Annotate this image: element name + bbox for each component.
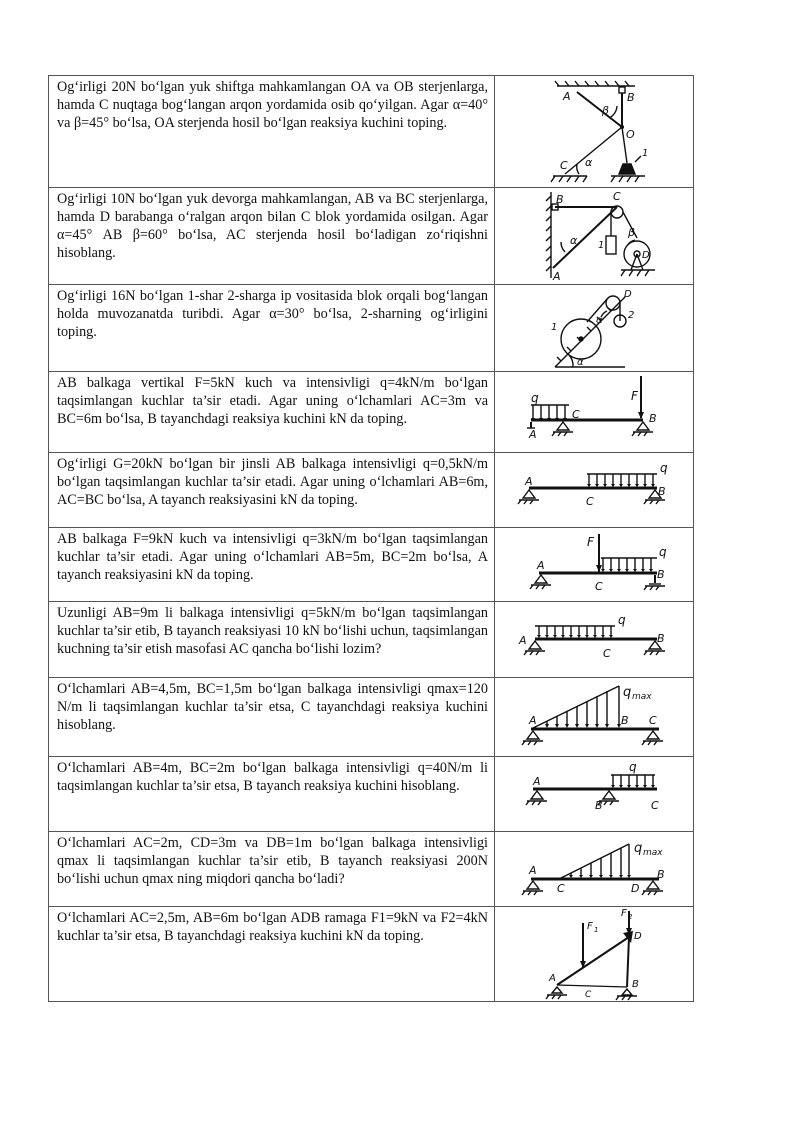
label-b: B [657,632,665,645]
label-q: q [629,760,637,774]
problem-text: Og‘irligi 16N bo‘lgan 1-shar 2-sharga ip vositasida blok orqali bog‘langan holda muvozanatda turibdi. Agar α=30° bo‘lsa, 2-sharning og‘irligini toping. [49,285,495,372]
label-c: C [572,408,580,421]
label-two: 2 [628,310,635,321]
figure-beam-force-load [495,372,692,452]
label-a: A [533,775,541,788]
label-qmax: q [623,685,632,700]
problem-text: AB balkaga vertikal F=5kN kuch va intensivligi q=4kN/m bo‘lgan taqsimlangan kuchlar ta’sir etadi. Agar uning o‘lchamlari AC=3m va BC=6m bo‘lsa, B tayanchdagi reaksiya kuchini kN da toping. [49,372,495,453]
problem-text: O‘lchamlari AC=2m, CD=3m va DB=1m bo‘lgan balkaga intensivligi qmax li taqsimlangan kuchlar ta’sir etib, B tayanch reaksiyasi 200N bo‘lishi uchun qmax ning miqdori qancha bo‘ladi? [49,832,495,907]
label-o: O [626,128,635,141]
label-qmax-sub: max [632,692,652,702]
label-a: A [563,90,571,103]
label-d: D [642,250,650,261]
problem-text: Uzunligi AB=9m li balkaga intensivligi q=5kN/m bo‘lgan taqsimlangan kuchlar ta’sir etib, B tayanch reaksiyasi 10 kN bo‘lishi uchun, taqsimlangan kuchning ta’sir etish masofasi AC qancha bo‘lishi lozim? [49,602,495,678]
label-one: 1 [642,148,649,159]
label-q: q [618,613,626,627]
problem-figure [495,285,694,372]
problem-text: Og‘irligi G=20kN bo‘lgan bir jinsli AB balkaga intensivligi q=0,5kN/m bo‘lgan taqsimlangan kuchlar ta’sir etadi. Agar uning o‘lchamlari AB=6m, AC=BC bo‘lsa, A tayanch reaksiyasini kN da toping. [49,453,495,528]
problem-figure [495,453,694,528]
label-b: B [649,412,657,425]
problems-table [48,75,694,1002]
problem-row-1 [49,76,694,188]
label-c: C [560,159,568,172]
label-c: C [557,882,565,895]
problem-figure [495,528,694,602]
label-b: B [556,193,564,206]
problem-figure [495,678,694,757]
figure-frame-two-forces [495,907,692,1001]
figure-beam-triangular-partial-load [495,832,692,906]
label-b: B [658,485,666,498]
problem-row-4 [49,372,694,453]
label-f2: F [621,908,627,919]
figure-beam-partial-load [495,453,692,527]
problem-row-8 [49,678,694,757]
label-q: q [531,391,539,405]
problem-figure [495,76,694,188]
label-c: C [603,647,611,660]
label-b: B [657,868,665,881]
problem-text: O‘lchamlari AC=2,5m, AB=6m bo‘lgan ADB ramaga F1=9kN va F2=4kN kuchlar ta’sir etsa, B tayanchdagi reaksiya kuchini kN da toping. [49,907,495,1002]
label-qmax-sub: max [643,848,663,858]
label-a: A [525,475,533,488]
label-alpha-base: α [577,357,584,368]
label-beta: β [628,226,636,239]
problem-text: O‘lchamlari AB=4,5m, BC=1,5m bo‘lgan balkaga intensivligi qmax=120 N/m li taqsimlangan kuchlar ta’sir etsa, C tayanchdagi reaksiya kuchini hisoblang. [49,678,495,757]
problem-row-7 [49,602,694,678]
figure-beam-triangular-load [495,678,692,756]
problem-text: AB balkaga F=9kN kuch va intensivligi q=3kN/m bo‘lgan taqsimlangan kuchlar ta’sir etadi. Agar uning o‘lchamlari AB=5m, BC=2m bo‘lsa, A tayanch reaksiyasini kN da toping. [49,528,495,602]
label-a: A [549,973,556,984]
problem-figure [495,372,694,453]
label-c: C [585,990,592,1000]
label-f1: F [587,921,593,932]
problem-text: O‘lchamlari AB=4m, BC=2m bo‘lgan balkaga intensivligi q=40N/m li taqsimlangan kuchlar ta’sir etsa, B tayanch reaksiya kuchini hisoblang. [49,757,495,832]
label-c: C [651,799,659,812]
label-c: C [649,714,657,727]
problem-figure [495,602,694,678]
figure-beam-overhang-load [495,757,692,831]
label-one: 1 [598,240,605,251]
problem-text: Og‘irligi 20N bo‘lgan yuk shiftga mahkamlangan OA va OB sterjenlarga, hamda C nuqtaga bog‘langan arqon yordamida osib qo‘yilgan. Agar α=40° va β=45° bo‘lsa, OA sterjenda hosil bo‘lgan reaksiya kuchini toping. [49,76,495,188]
label-a: A [537,559,545,572]
problem-row-6 [49,528,694,602]
label-b: B [595,799,603,812]
label-a: A [529,864,537,877]
problem-figure [495,832,694,907]
figure-wall-bracket-pulley [495,188,692,284]
label-c: C [595,580,603,593]
problem-figure [495,907,694,1002]
problem-row-3 [49,285,694,372]
figure-balls-on-incline [495,285,692,371]
label-alpha: α [585,156,593,169]
label-f: F [631,389,638,403]
label-f2-sub: 2 [628,913,633,921]
problem-figure [495,757,694,832]
label-f1-sub: 1 [594,926,599,934]
label-b: B [632,979,639,990]
label-alpha: α [570,234,578,247]
figure-beam-force-partial-load [495,528,692,601]
label-a: A [519,634,527,647]
label-c: C [613,190,621,203]
label-alpha: α [596,315,603,326]
label-b: B [627,91,635,104]
label-a: A [529,428,537,441]
problem-row-2 [49,188,694,285]
label-a: A [529,714,537,727]
label-b: B [621,714,629,727]
problem-row-10 [49,832,694,907]
label-beta: β [602,104,610,117]
problem-row-9 [49,757,694,832]
label-f: F [587,535,594,549]
problem-row-5 [49,453,694,528]
label-d: D [631,882,640,895]
problem-text: Og‘irligi 10N bo‘lgan yuk devorga mahkamlangan, AB va BC sterjenlarga, hamda D barabanga o‘ralgan arqon bilan C blok yordamida osilgan. Agar α=45° AB β=60° bo‘lsa, AC sterjenda hosil bo‘ladigan zo‘riqishni hisoblang. [49,188,495,285]
figure-beam-left-load [495,602,692,677]
label-q: q [659,545,667,559]
label-d: D [624,289,632,300]
figure-rod-suspended-load [495,76,692,187]
label-c: C [586,495,594,508]
problem-figure [495,188,694,285]
label-qmax: q [634,841,643,856]
label-a: A [553,270,561,283]
problem-row-11 [49,907,694,1002]
label-q: q [660,461,668,475]
label-b: B [657,568,665,581]
label-one: 1 [551,322,558,333]
label-d: D [634,931,642,942]
